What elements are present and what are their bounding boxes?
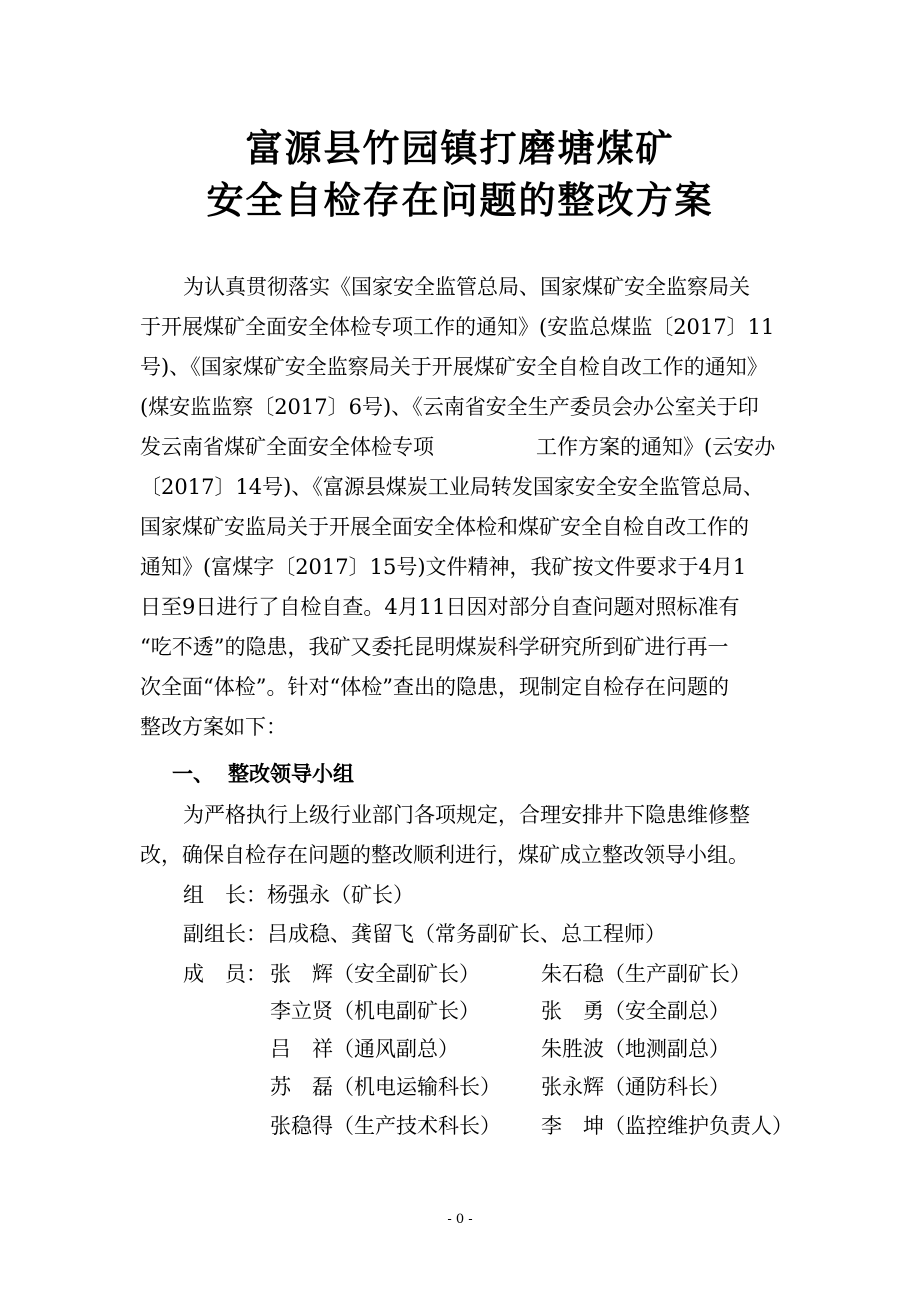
member-left: 苏 磊（机电运输科长） [270,1075,501,1099]
page-number: - 0 - [447,1212,473,1227]
intro-line: 发云南省煤矿全面安全体检专项 [140,435,434,459]
member-right: 张永辉（通防科长） [541,1075,730,1099]
document-title-line1: 富源县竹园镇打磨塘煤矿 [245,126,675,170]
intro-line-tail: 工作方案的通知》(云安办 [536,435,776,459]
intro-line: 国家煤矿安监局关于开展全面安全体检和煤矿安全自检自改工作的 [140,515,749,539]
intro-line: 整改方案如下： [140,715,287,739]
members-label: 成 员： [183,962,267,986]
intro-line: 通知》(富煤字〔2017〕15号)文件精神，我矿按文件要求于4月1 [140,555,747,579]
intro-line: 〔2017〕14号)、《富源县煤炭工业局转发国家安全安全监管总局、 [140,475,764,499]
member-right: 朱石稳（生产副矿长） [541,962,751,986]
document-title-line2: 安全自检存在问题的整改方案 [206,178,714,222]
section-number: 一、 [172,761,214,786]
intro-line: “吃不透”的隐患，我矿又委托昆明煤炭科学研究所到矿进行再一 [140,635,729,659]
section-para-line: 为严格执行上级行业部门各项规定，合理安排井下隐患维修整 [183,803,750,827]
section-para-line: 改，确保自检存在问题的整改顺利进行，煤矿成立整改领导小组。 [140,843,749,867]
intro-line: 为认真贯彻落实《国家安全监管总局、国家煤矿安全监察局关 [183,275,750,299]
member-left: 吕 祥（通风副总） [270,1037,459,1061]
member-left: 李立贤（机电副矿长） [270,999,480,1023]
intro-line: 于开展煤矿全面安全体检专项工作的通知》(安监总煤监〔2017〕11 [140,315,775,339]
member-right: 李 坤（监控维护负责人） [541,1114,793,1138]
member-left: 张 辉（安全副矿长） [270,962,480,986]
intro-line: (煤安监监察〔2017〕6号)、《云南省安全生产委员会办公室关于印 [140,395,759,419]
member-right: 张 勇（安全副总） [541,999,730,1023]
intro-line: 次全面“体检”。针对“体检”查出的隐患，现制定自检存在问题的 [140,675,729,699]
group-leader: 组 长：杨强永（矿长） [183,883,414,907]
intro-line: 号)、《国家煤矿安全监察局关于开展煤矿安全自检自改工作的通知》 [140,355,768,379]
intro-line: 日至9日进行了自检自查。4月11日因对部分自查问题对照标准有 [140,595,740,619]
member-left: 张稳得（生产技术科长） [270,1114,501,1138]
member-right: 朱胜波（地测副总） [541,1037,730,1061]
section-heading: 整改领导小组 [228,761,354,786]
group-deputy: 副组长：吕成稳、龚留飞（常务副矿长、总工程师） [183,922,666,946]
